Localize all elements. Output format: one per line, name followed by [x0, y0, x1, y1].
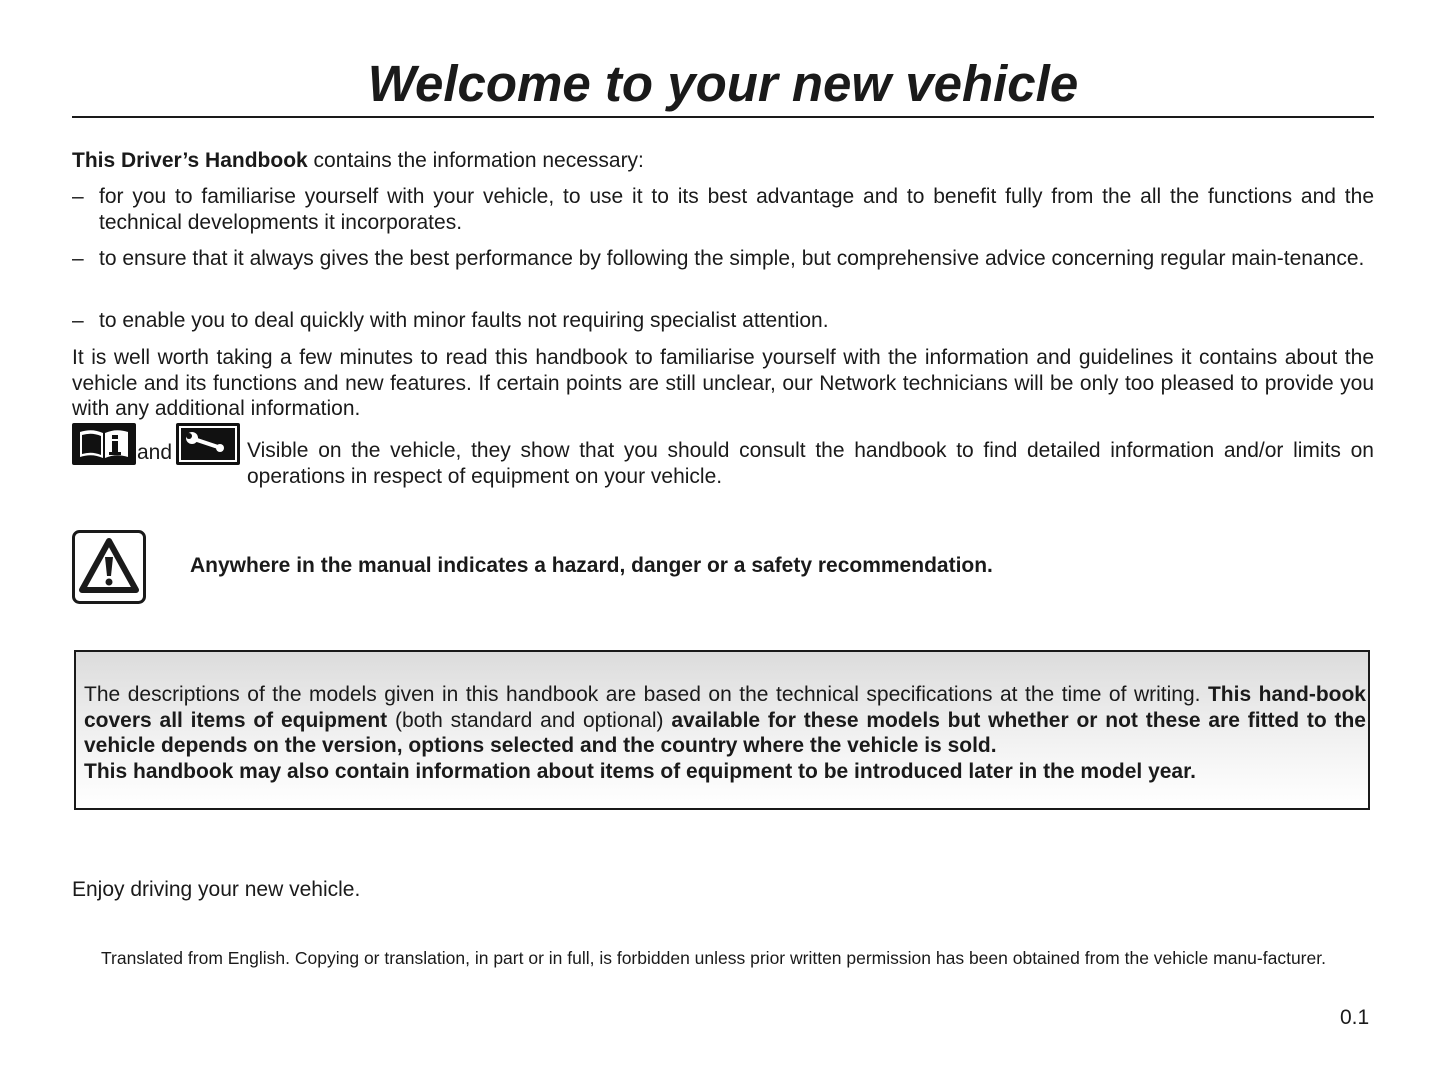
bullet-text: to enable you to deal quickly with minor faults not requiring specialist attention.: [99, 309, 829, 332]
intro-paragraph: It is well worth taking a few minutes to read this handbook to familiarise yourself with the information and guidelines it contains about the vehicle and its functions and new features. If certain points are still unclear, our Network technicians will be only too pleased to provide you with any additional information.: [72, 346, 1374, 420]
bullet-text: for you to familiarise yourself with your vehicle, to use it to its best advantage and to benefit fully from the all the functions and the technical developments it incorporates.: [99, 185, 1374, 234]
bullet-dash: –: [72, 185, 84, 208]
intro-rest: contains the information necessary:: [307, 149, 644, 172]
symbols-row: [72, 423, 1374, 488]
notice-part1: The descriptions of the models given in this handbook are based on the technical specifications at the time of writing.: [84, 683, 1208, 706]
bullet-dash: –: [72, 247, 84, 270]
closing-line: Enjoy driving your new vehicle.: [72, 878, 361, 901]
intro-line: [72, 148, 1374, 174]
page-number: 0.1: [1340, 1006, 1370, 1029]
warning-text: Anywhere in the manual indicates a hazard, danger or a safety recommendation.: [190, 554, 993, 577]
notice-part2: This hand-book covers all items of equipment: [84, 683, 1366, 732]
intro-bold: This Driver’s Handbook: [72, 149, 308, 172]
handbook-icon: [72, 423, 136, 465]
bullet-item: [72, 246, 1374, 272]
bullet-text: to ensure that it always gives the best performance by following the simple, but comprehensive advice concerning regular main-tenance.: [99, 247, 1365, 270]
page-title: Welcome to your new vehicle: [367, 55, 1079, 112]
bullet-item: [72, 308, 1374, 334]
notice-text: [84, 682, 1366, 784]
copyright-footnote: Translated from English. Copying or translation, in part or in full, is forbidden unless prior written permission has been obtained from the vehicle manu-facturer.: [101, 948, 1326, 968]
wrench-icon: [176, 423, 240, 465]
title-divider: [72, 116, 1374, 118]
notice-box: [74, 650, 1370, 810]
bullet-item: [72, 184, 1374, 235]
and-word: and: [137, 441, 173, 464]
notice-part3: (both standard and optional): [387, 708, 672, 732]
notice-part5: This handbook may also contain information about items of equipment to be introduced later in the model year.: [84, 759, 1196, 783]
warning-triangle-icon: [72, 530, 146, 604]
notice-part4: available for these models but whether or not these are fitted to the vehicle depends on the version, options selected and the country where the vehicle is sold.: [84, 708, 1366, 757]
bullet-dash: –: [72, 309, 84, 332]
symbols-description: Visible on the vehicle, they show that you should consult the handbook to find detailed information and/or limits on operations in respect of equipment on your vehicle.: [247, 439, 1374, 488]
